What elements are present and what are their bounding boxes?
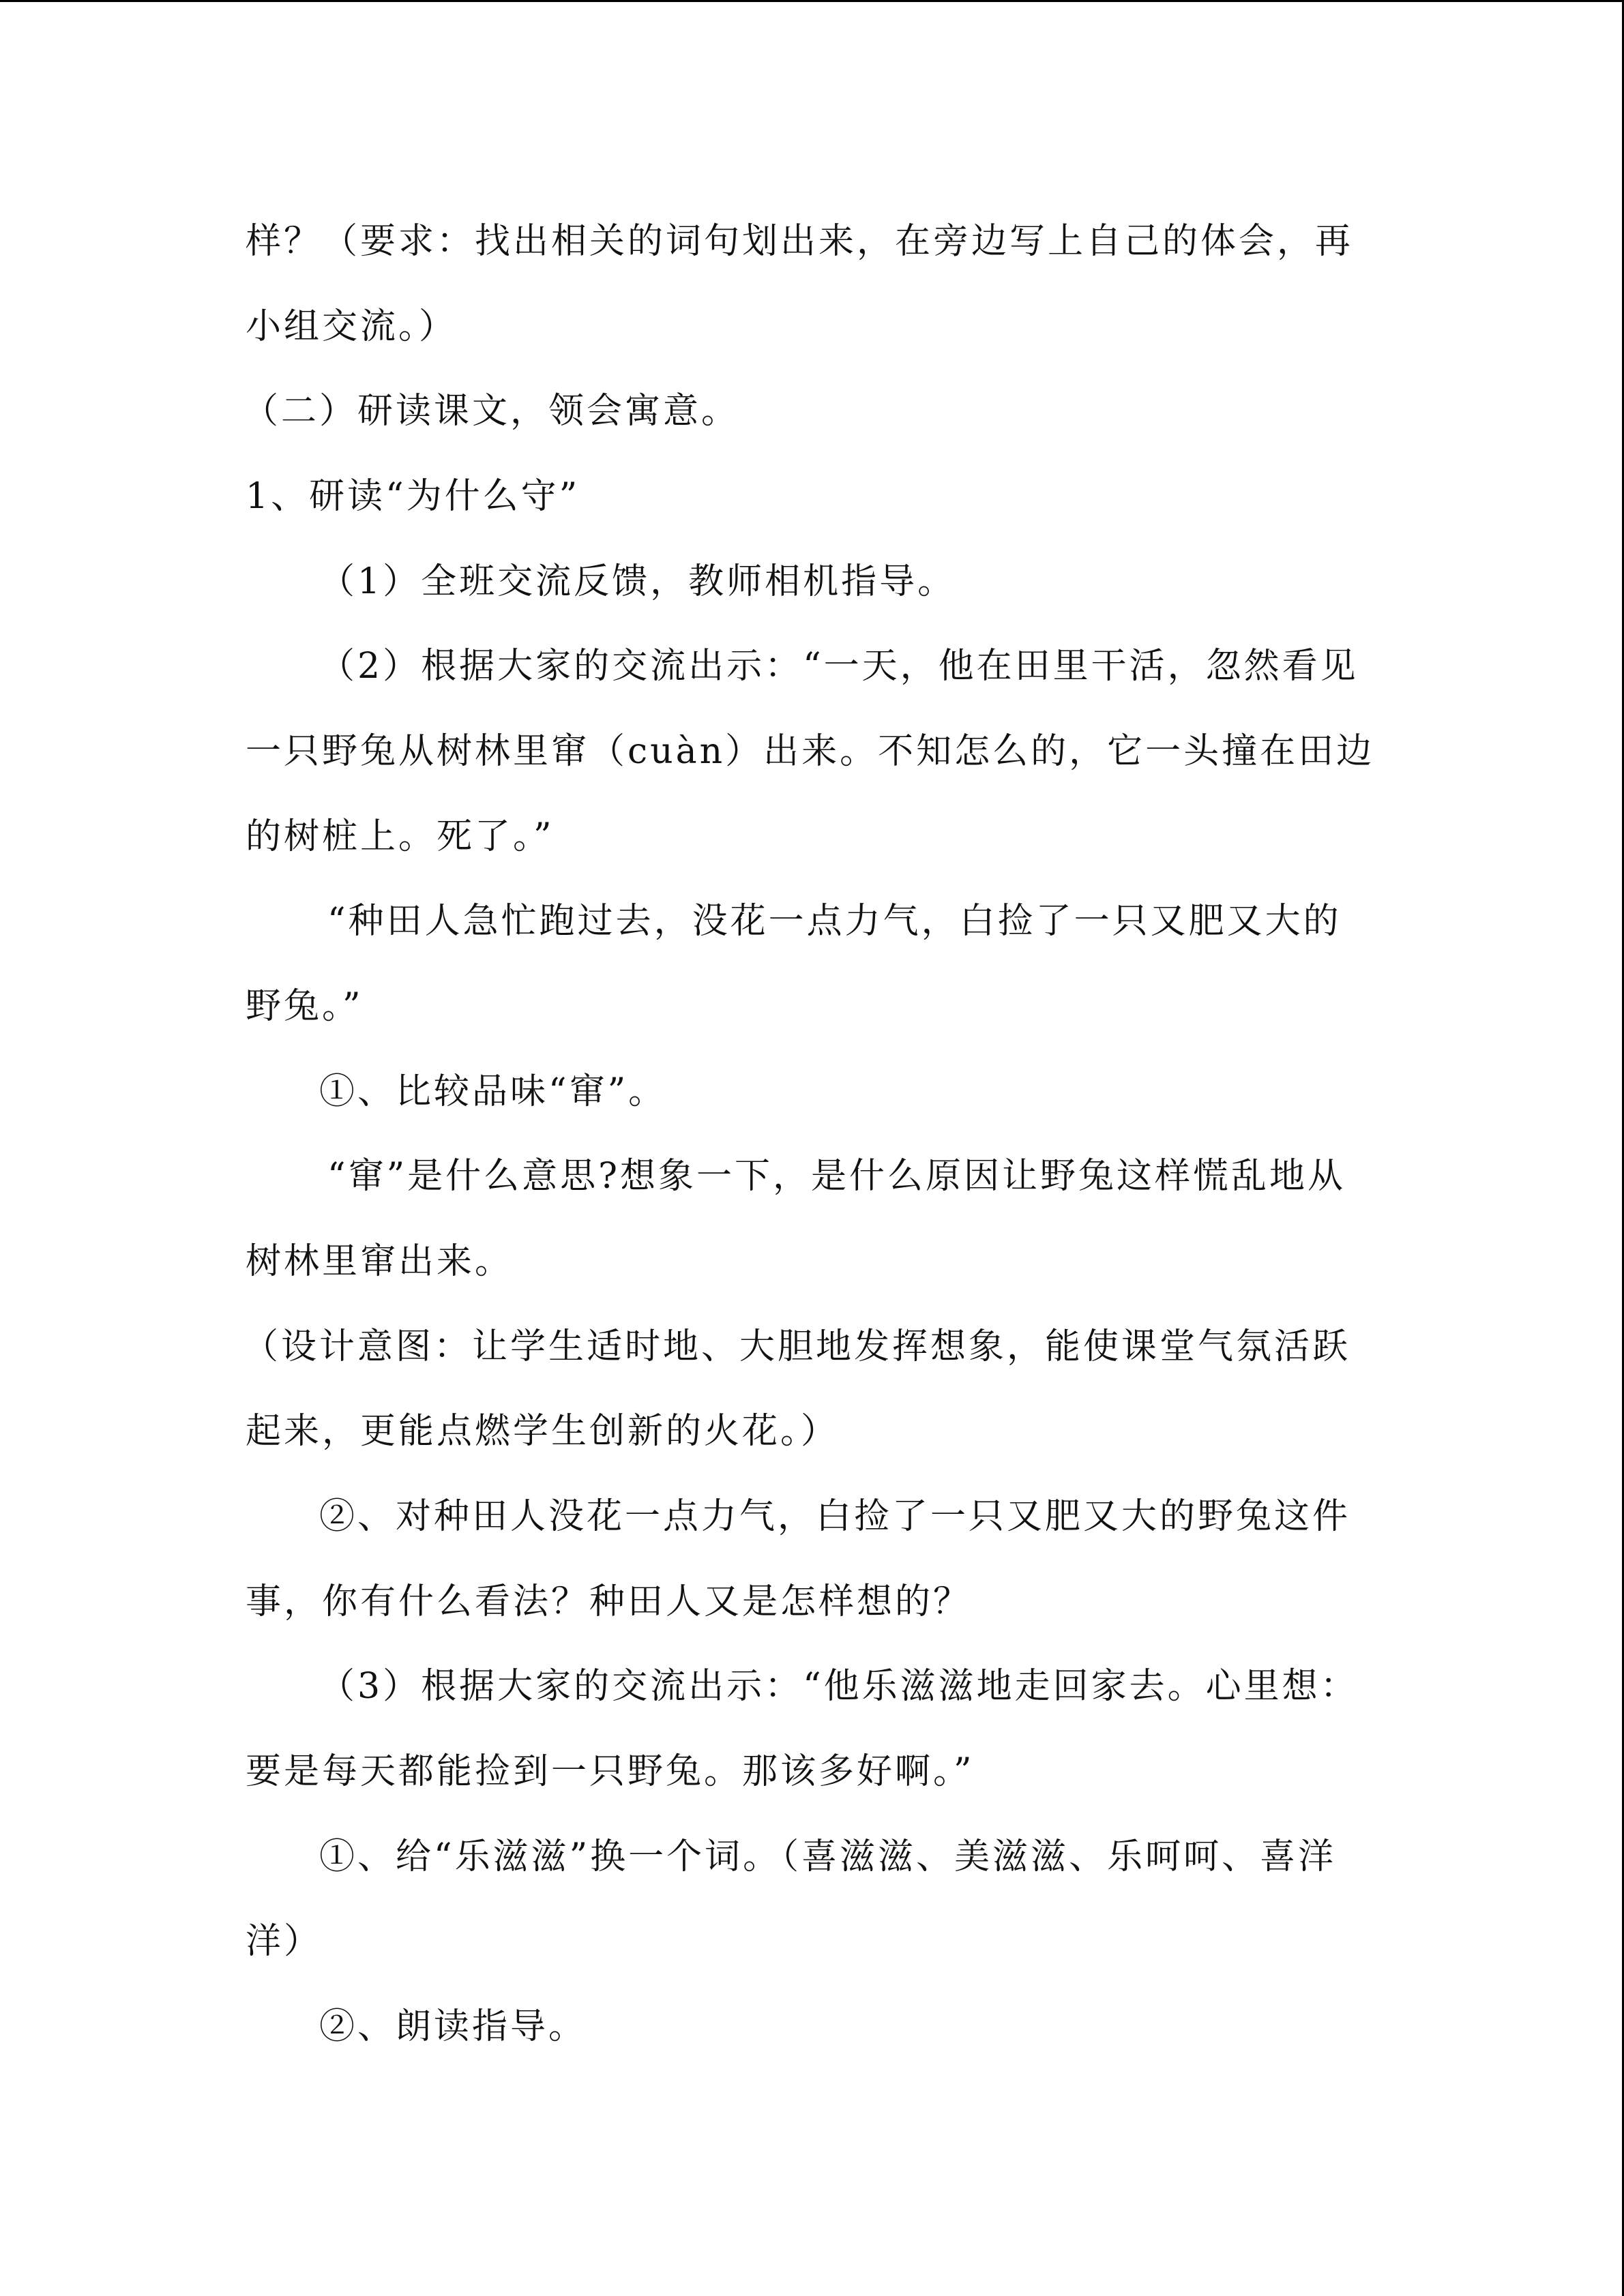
paragraph-line: 的树桩上。死了。”: [246, 816, 555, 857]
paragraph-line: 野兔。”: [246, 986, 364, 1027]
paragraph-line: “窜”是什么意思?想象一下，是什么原因让野兔这样慌乱地从: [327, 1156, 1346, 1197]
paragraph-line: 树林里窜出来。: [246, 1241, 514, 1282]
paragraph-line: ①、比较品味“窜”。: [319, 1071, 667, 1112]
paragraph-line: ②、朗读指导。: [319, 2006, 587, 2047]
paragraph-line: 样？（要求：找出相关的词句划出来，在旁边写上自己的体会，再: [246, 221, 1354, 262]
paragraph-line: （1）全班交流反馈，教师相机指导。: [319, 561, 956, 602]
subsection-heading: 1、研读“为什么守”: [246, 476, 580, 517]
paragraph-line: 洋）: [246, 1921, 323, 1962]
paragraph-line: 事，你有什么看法？种田人又是怎样想的？: [246, 1581, 972, 1622]
design-intent-line: 起来，更能点燃学生创新的火花。）: [246, 1411, 840, 1452]
design-intent-line: （设计意图：让学生适时地、大胆地发挥想象，能使课堂气氛活跃: [243, 1326, 1351, 1367]
paragraph-line: ①、给“乐滋滋”换一个词。（喜滋滋、美滋滋、乐呵呵、喜洋: [319, 1836, 1337, 1877]
paragraph-line: “种田人急忙跑过去，没花一点力气，白捡了一只又肥又大的: [327, 901, 1342, 942]
paragraph-line: （3）根据大家的交流出示：“他乐滋滋地走回家去。心里想：: [319, 1666, 1359, 1707]
paragraph-line: ②、对种田人没花一点力气，白捡了一只又肥又大的野兔这件: [319, 1496, 1351, 1537]
paragraph-line: 一只野兔从树林里窜（cuàn）出来。不知怎么的，它一头撞在田边: [246, 731, 1375, 772]
paragraph-line: 要是每天都能捡到一只野兔。那该多好啊。”: [246, 1751, 975, 1792]
paragraph-line: （2）根据大家的交流出示：“一天，他在田里干活，忽然看见: [319, 646, 1359, 687]
page-top-border: [0, 0, 1624, 2]
paragraph-line: 小组交流。）: [246, 306, 458, 347]
section-heading: （二）研读课文，领会寓意。: [243, 391, 740, 432]
